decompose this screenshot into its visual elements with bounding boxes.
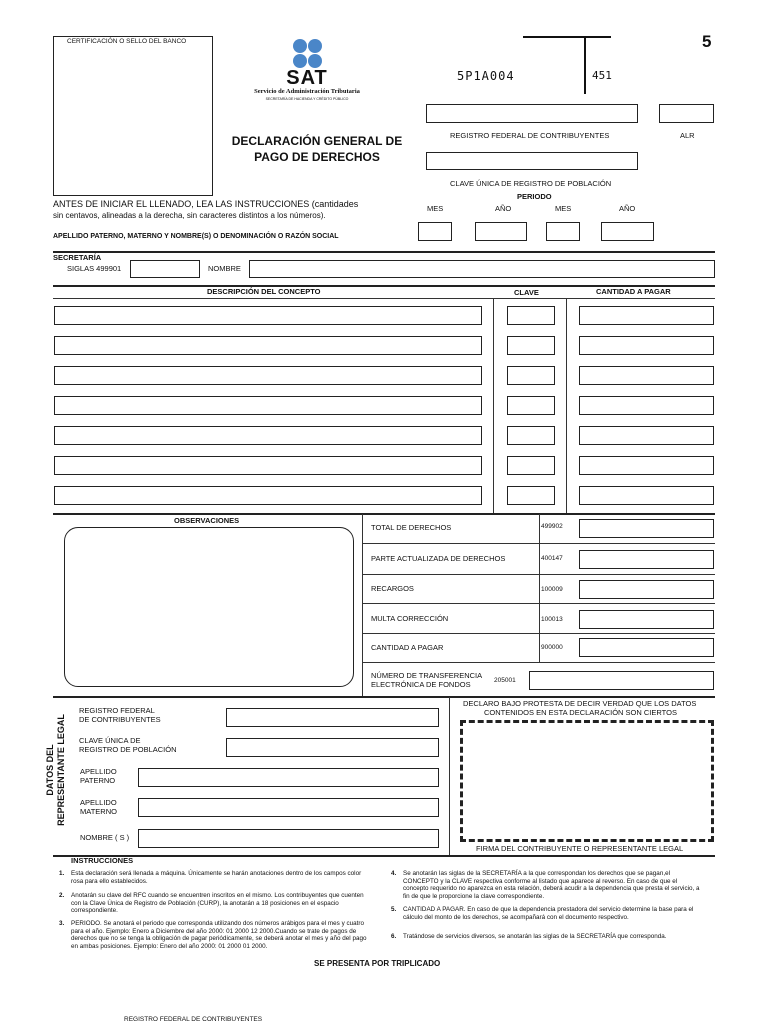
concept-description-field[interactable]	[54, 426, 482, 445]
concept-clave-field[interactable]	[507, 306, 555, 325]
bank-certification-box	[53, 36, 213, 196]
concept-cantidad-field[interactable]	[579, 336, 714, 355]
concept-cantidad-field[interactable]	[579, 456, 714, 475]
total-label: TOTAL DE DERECHOS	[371, 523, 452, 532]
alr-field[interactable]	[659, 104, 714, 123]
concept-description-field[interactable]	[54, 486, 482, 505]
observaciones-field[interactable]	[64, 527, 354, 687]
concept-description-field[interactable]	[54, 366, 482, 385]
concept-clave-field[interactable]	[507, 336, 555, 355]
divider	[362, 514, 363, 697]
form-code: 5P1A004	[457, 69, 515, 83]
instruccion-item	[391, 870, 703, 900]
clave-header: CLAVE	[514, 288, 539, 297]
instructions-note-line1: ANTES DE INICIAR EL LLENADO, LEA LAS INSTRUCCIONES (cantidades	[53, 199, 359, 209]
cantidad-header: CANTIDAD A PAGAR	[596, 287, 671, 296]
rfc-field[interactable]	[426, 104, 638, 123]
nombre-secretaria-label: NOMBRE	[208, 264, 241, 273]
total-amount-field[interactable]	[579, 550, 714, 569]
rep-nombre-label: NOMBRE ( S )	[80, 833, 130, 842]
bank-certification-label: CERTIFICACIÓN O SELLO DEL BANCO	[67, 38, 187, 45]
form-number: 451	[592, 69, 612, 82]
sat-logo-subtitle: Servicio de Administración Tributaria	[254, 88, 360, 95]
periodo-label: PERIODO	[517, 192, 552, 201]
page-number: 5	[702, 32, 712, 51]
transferencia-label-line1: NÚMERO DE TRANSFERENCIA	[371, 671, 483, 680]
divider	[53, 298, 715, 299]
transferencia-label-line2: ELECTRÓNICA DE FONDOS	[371, 680, 471, 689]
divider	[362, 543, 715, 544]
sat-logo	[240, 38, 380, 108]
instruccion-number: 4.	[391, 870, 397, 877]
form-title-line2: PAGO DE DERECHOS	[254, 150, 380, 164]
rep-curp-label-line2: REGISTRO DE POBLACIÓN	[79, 745, 177, 754]
siglas-field[interactable]	[130, 260, 200, 278]
rep-paterno-field[interactable]	[138, 768, 439, 787]
observaciones-label: OBSERVACIONES	[174, 516, 240, 525]
rep-curp-field[interactable]	[226, 738, 439, 757]
representante-side-line1: DATOS DEL	[45, 744, 55, 796]
divider	[53, 696, 715, 698]
instructions-note-line2: sin centavos, alineadas a la derecha, sin caracteres distintos a los números).	[53, 211, 326, 220]
divider	[449, 697, 450, 855]
periodo-anio1-label: AÑO	[495, 204, 512, 213]
concept-description-field[interactable]	[54, 306, 482, 325]
instruccion-text: CANTIDAD A PAGAR. En caso de que la dependencia prestadora del servicio determine la base para el cálculo del monto de los derechos, se acompañará con el documento respectivo.	[403, 906, 694, 921]
concept-cantidad-field[interactable]	[579, 306, 714, 325]
instruccion-text: Anotarán su clave del RFC cuando se encuentren inscritos en el mismo. Los contribuyentes que cuenten con la Clave Única de Registro de Población (CURP), la anotarán a 18 posiciones en el espacio correspondiente.	[71, 892, 364, 915]
concept-clave-field[interactable]	[507, 426, 555, 445]
concept-cantidad-field[interactable]	[579, 366, 714, 385]
periodo-anio1-field[interactable]	[475, 222, 527, 241]
representante-side-label	[45, 695, 73, 845]
sat-logo-agency: SECRETARÍA DE HACIENDA Y CRÉDITO PÚBLICO	[265, 97, 349, 101]
sat-logo-text: SAT	[286, 67, 328, 89]
instruccion-number: 2.	[59, 892, 65, 899]
concept-description-field[interactable]	[54, 456, 482, 475]
divider	[539, 514, 540, 662]
form-title-line1: DECLARACIÓN GENERAL DE	[231, 134, 403, 148]
instruccion-text: Esta declaración será llenada a máquina. Únicamente se harán anotaciones dentro de los campos color rosa para ello establecidos.	[71, 870, 362, 885]
periodo-mes2-field[interactable]	[546, 222, 580, 241]
rep-paterno-label-line2: PATERNO	[80, 776, 116, 785]
total-amount-field[interactable]	[579, 638, 714, 657]
rep-materno-label-line2: MATERNO	[80, 807, 117, 816]
firma-label: FIRMA DEL CONTRIBUYENTE O REPRESENTANTE LEGAL	[476, 844, 684, 853]
total-label: CANTIDAD A PAGAR	[371, 643, 444, 652]
total-amount-field[interactable]	[579, 519, 714, 538]
rep-materno-label-line1: APELLIDO	[80, 798, 117, 807]
rep-curp-label-line1: CLAVE ÚNICA DE	[79, 736, 141, 745]
instruccion-number: 5.	[391, 906, 397, 913]
signature-field[interactable]	[460, 720, 714, 842]
instruccion-item	[391, 906, 703, 921]
divider	[53, 513, 715, 515]
total-label: PARTE ACTUALIZADA DE DERECHOS	[371, 554, 506, 563]
total-label: MULTA CORRECCIÓN	[371, 614, 449, 623]
periodo-anio2-field[interactable]	[601, 222, 654, 241]
curp-label: CLAVE ÚNICA DE REGISTRO DE POBLACIÓN	[450, 179, 612, 188]
instruccion-item	[391, 933, 703, 941]
concept-clave-field[interactable]	[507, 486, 555, 505]
triplicado-label: SE PRESENTA POR TRIPLICADO	[314, 959, 441, 968]
descripcion-header: DESCRIPCIÓN DEL CONCEPTO	[207, 287, 321, 296]
concept-cantidad-field[interactable]	[579, 486, 714, 505]
concept-clave-field[interactable]	[507, 456, 555, 475]
rep-nombre-field[interactable]	[138, 829, 439, 848]
instruccion-text: Tratándose de servicios diversos, se anotarán las siglas de la SECRETARÍA que corresponda.	[403, 933, 667, 940]
nombre-secretaria-field[interactable]	[249, 260, 715, 278]
instrucciones-title: INSTRUCCIONES	[71, 856, 134, 865]
instruccion-text: PERIODO. Se anotará el periodo que corresponda utilizando dos números arábigos para el mes y cuatro para el año. Ejemplo: Enero a Diciembre del año 2000: 01 2000 12 2000.Cuando se trate de pagos de derechos que no se tenga la obligación de pagar periódicamente, se deberá anotar el mes y año del pago en ambas posiciones. Ejemplo: Enero del año 2000: 01 2000 01 2000.	[71, 920, 367, 950]
instruccion-item	[59, 892, 371, 915]
siglas-label: SIGLAS 499901	[67, 264, 122, 273]
curp-field[interactable]	[426, 152, 638, 170]
total-code: 900000	[541, 644, 563, 651]
footer-rfc-label: REGISTRO FEDERAL DE CONTRIBUYENTES	[124, 1016, 263, 1023]
instruccion-item	[59, 870, 371, 885]
periodo-mes2-label: MES	[555, 204, 572, 213]
periodo-anio2-label: AÑO	[619, 204, 636, 213]
total-label: RECARGOS	[371, 584, 414, 593]
instruccion-text: Se anotarán las siglas de la SECRETARÍA a la que correspondan los derechos que se pagan,el CONCEPTO y la CLAVE respectiva conforme al listado que aparece al reverso. En caso de que el concepto requerido no aparezca en esta relación, deberá acudir a la dependencia que presta el servicio, a fin de que le proporcione la clave correspondiente.	[403, 870, 700, 900]
total-amount-field[interactable]	[579, 610, 714, 629]
divider	[53, 855, 715, 857]
total-code: 100013	[541, 616, 563, 623]
rep-rfc-field[interactable]	[226, 708, 439, 727]
concept-description-field[interactable]	[54, 396, 482, 415]
rep-rfc-label-line1: REGISTRO FEDERAL	[79, 706, 155, 715]
total-code: 400147	[541, 555, 563, 562]
rep-materno-field[interactable]	[138, 798, 439, 817]
instruccion-number: 3.	[59, 920, 65, 927]
instruccion-item	[59, 920, 371, 950]
alr-label: ALR	[680, 131, 695, 140]
periodo-mes1-field[interactable]	[418, 222, 452, 241]
concept-clave-field[interactable]	[507, 396, 555, 415]
periodo-mes1-label: MES	[427, 204, 444, 213]
concept-cantidad-field[interactable]	[579, 396, 714, 415]
declaro-line2: CONTENIDOS EN ESTA DECLARACIÓN SON CIERTOS	[484, 708, 677, 717]
divider	[566, 298, 567, 514]
total-amount-field[interactable]	[579, 580, 714, 599]
declaro-line1: DECLARO BAJO PROTESTA DE DECIR VERDAD QUE LOS DATOS	[463, 699, 697, 708]
concept-description-field[interactable]	[54, 336, 482, 355]
divider	[53, 251, 715, 253]
rfc-label: REGISTRO FEDERAL DE CONTRIBUYENTES	[450, 131, 610, 140]
transferencia-field[interactable]	[529, 671, 714, 690]
transferencia-code: 205001	[494, 677, 516, 684]
name-label: APELLIDO PATERNO, MATERNO Y NOMBRE(S) O DENOMINACIÓN O RAZÓN SOCIAL	[53, 233, 339, 240]
divider	[362, 603, 715, 604]
divider	[362, 574, 715, 575]
concept-clave-field[interactable]	[507, 366, 555, 385]
rep-paterno-label-line1: APELLIDO	[80, 767, 117, 776]
secretaria-label: SECRETARÍA	[53, 253, 102, 262]
divider	[493, 298, 494, 514]
concept-cantidad-field[interactable]	[579, 426, 714, 445]
total-code: 499902	[541, 523, 563, 530]
divider	[362, 662, 715, 663]
total-code: 100009	[541, 586, 563, 593]
form-code-frame	[523, 36, 611, 94]
rep-rfc-label-line2: DE CONTRIBUYENTES	[79, 715, 161, 724]
instruccion-number: 6.	[391, 933, 397, 940]
divider	[362, 633, 715, 634]
representante-side-line2: REPRESENTANTE LEGAL	[56, 714, 66, 826]
instruccion-number: 1.	[59, 870, 65, 877]
